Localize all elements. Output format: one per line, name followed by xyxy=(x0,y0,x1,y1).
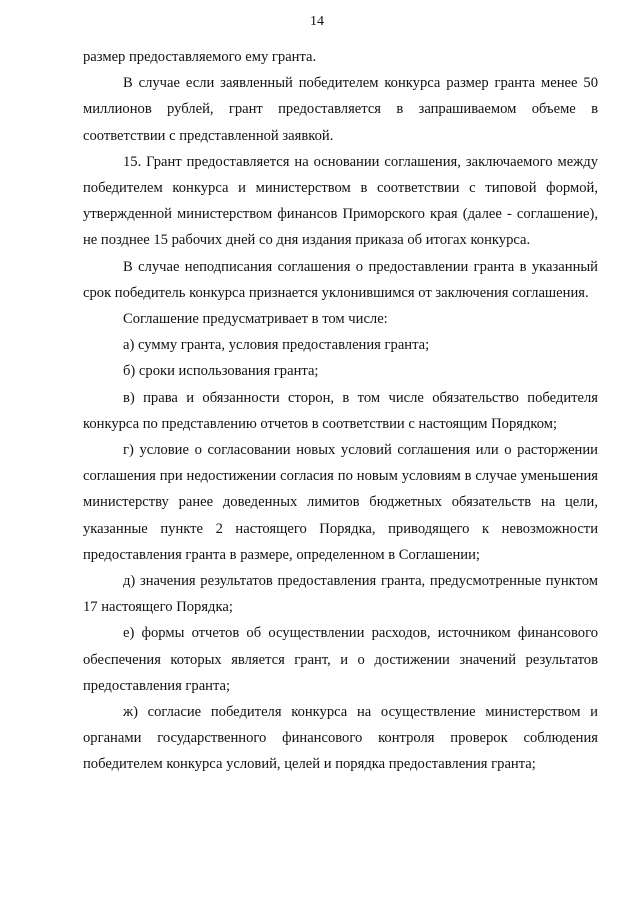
paragraph-grant-amount-condition: В случае если заявленный победителем конкурса размер гранта менее 50 миллионов рублей, грант предоставляется в запрашиваемом объеме в соответствии с представленной заявкой. xyxy=(83,75,598,144)
page-number: 14 xyxy=(310,14,324,29)
paragraph-clause-15: 15. Грант предоставляется на основании соглашения, заключаемого между победителем конкурса и министерством в соответствии с типовой формой, утвержденной министерством финансов Приморского края (далее - соглашение), не позднее 15 рабочих дней со дня издания приказа об итогах конкурса. xyxy=(83,153,598,249)
list-item-v: в) права и обязанности сторон, в том числе обязательство победителя конкурса по представлению отчетов в соответствии с настоящим Порядком; xyxy=(83,389,598,432)
paragraph-non-signing: В случае неподписания соглашения о предоставлении гранта в указанный срок победитель конкурса признается уклонившимся от заключения соглашения. xyxy=(83,258,598,301)
list-item-b: б) сроки использования гранта; xyxy=(123,363,319,380)
document-body xyxy=(83,44,598,778)
paragraph-agreement-intro: Соглашение предусматривает в том числе: xyxy=(123,311,388,328)
paragraph-continuation: размер предоставляемого ему гранта. xyxy=(83,49,317,65)
list-item-d: д) значения результатов предоставления гранта, предусмотренные пунктом 17 настоящего Порядка; xyxy=(83,573,598,616)
list-item-e: е) формы отчетов об осуществлении расходов, источником финансового обеспечения которых является грант, и о достижении значений результатов предоставления гранта; xyxy=(83,625,598,694)
list-item-a: а) сумму гранта, условия предоставления гранта; xyxy=(123,337,430,354)
list-item-zh: ж) согласие победителя конкурса на осуществление министерством и органами государственного финансового контроля проверок соблюдения победителем конкурса условий, целей и порядка предоставления гранта; xyxy=(83,704,598,773)
list-item-g: г) условие о согласовании новых условий соглашения или о расторжении соглашения при недостижении согласия по новым условиям в случае уменьшения министерству ранее доведенных лимитов бюджетных обязательств на цели, указанные пункте 2 настоящего Порядка, приводящего к невозможности предоставления гранта в размере, определенном в Соглашении; xyxy=(83,442,598,563)
